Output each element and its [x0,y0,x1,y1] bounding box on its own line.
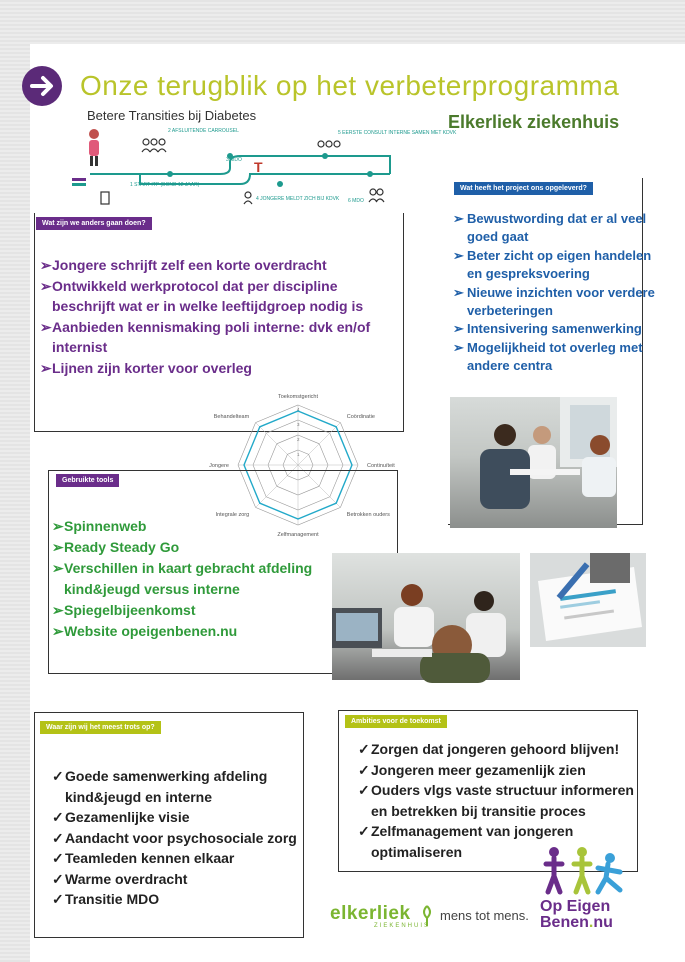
people-icon [536,846,636,894]
tag-anders: Wat zijn we anders gaan doen? [36,217,152,230]
radar-axis-label: Toekomstgericht [277,394,319,400]
tag-opgeleverd: Wat heeft het project ons opgeleverd? [454,182,593,195]
list-item: ✓ Zelfmanagement van jongeren optimaliseren [358,823,574,860]
timeline-graphic [70,122,457,216]
list-item: ➢ Spiegelbijeenkomst [52,602,196,618]
tag-ambities: Ambities voor de toekomst [345,715,447,728]
list-item: ✓ Aandacht voor psychosociale zorg [52,829,297,846]
list-item: ✓ Transitie MDO [52,891,160,907]
list-item: ➢ Jongere schrijft zelf een korte overdracht [40,257,327,273]
list-item: ➢ Ready Steady Go [52,539,180,555]
timeline-step-5: 5 EERSTE CONSULT INTERNE SAMEN MET KDVK [338,130,457,136]
photo-document [530,553,646,647]
op-eigen-benen-logo: Op Eigen Benen.nu [536,846,636,930]
hospital-name: Elkerliek ziekenhuis [448,112,620,132]
list-item: ✓ Ouders vlgs vaste structuur informeren en betrekken bij transitie proces [358,782,634,819]
list-item: ➢ Ontwikkeld werkprotocol dat per discipline beschrijft wat er in welke leeftijdgroep nodig is [40,278,364,314]
list-trots [52,766,312,910]
leaf-icon [420,904,434,931]
timeline-step-3: 3 MDO [226,157,242,163]
tag-tools: Gebruikte tools [56,474,119,487]
timeline [70,122,457,216]
list-item: ➢ Aanbieden kennismaking poli interne: dvk en/of internist [40,319,371,355]
list-item: ✓ Zorgen dat jongeren gehoord blijven! [358,741,620,757]
tag-trots: Waar zijn wij het meest trots op? [40,721,161,734]
list-item: ➢ Intensivering samenwerking [453,321,642,337]
list-ambities [358,739,640,862]
radar-axis-label: Jongere [209,463,229,469]
list-item: ✓ Warme overdracht [52,870,188,887]
radar-axis-label: Integrale zorg [215,511,250,518]
list-item: ➢ Lijnen zijn korter voor overleg [40,360,252,376]
list-item: ✓ Gezamenlijke visie [52,809,190,825]
radar-ring-label: 1 [297,452,300,457]
list-item: ➢ Verschillen in kaart gebracht afdeling kind&jeugd versus interne [52,560,313,597]
list-tools [52,516,337,642]
mens-tot-mens-logo: mens tot mens. [440,908,529,923]
timeline-marker: T [254,159,263,175]
radar-ring-label: 3 [297,422,300,427]
photo-consultation [450,397,617,528]
list-opgeleverd [453,210,658,376]
list-item: ➢ Beter zicht op eigen handelen en gespreksvoering [453,247,652,282]
timeline-step-6: 6 MDO [348,198,364,204]
list-item: ➢ Spinnenweb [52,518,147,534]
radar-ring-label: 4 [297,407,300,412]
radar-axis-label: Coördinatie [346,414,375,421]
list-item: ✓ Goede samenwerking afdeling kind&jeugd en interne [52,768,268,805]
arrow-right-icon [22,66,62,106]
radar-axis-label: Behandelteam [213,414,250,421]
list-anders [40,255,380,379]
page-title: Onze terugblik op het verbeterprogramma [80,70,620,101]
timeline-step-1: 1 START ITP (BOND 12 JAAR) [130,182,200,188]
list-item: ➢ Bewustwording dat er al veel goed gaat [453,211,647,245]
list-item: ✓ Teamleden kennen elkaar [52,850,235,866]
radar-axis-label: Betrokken ouders [346,511,390,518]
list-item: ➢ Mogelijkheid tot overleg met andere centra [453,339,643,374]
radar-axis-label: Zelfmanagement [277,532,319,538]
list-item: ➢ Website opeigenbenen.nu [52,623,238,639]
timeline-step-4: 4 JONGERE MELDT ZICH BIJ KDVK [256,196,340,202]
list-item: ✓ Jongeren meer gezamenlijk zien [358,761,586,778]
page-subtitle: Betere Transities bij Diabetes [87,108,257,123]
list-item: ➢ Nieuwe inzichten voor verdere verbeteringen [453,284,655,319]
timeline-step-2: 2 AFSLUITENDE CARROUSEL [168,128,239,134]
photo-meeting [332,553,520,680]
radar-axis-label: Continuïteit [367,463,395,469]
radar-ring-label: 2 [297,437,300,442]
elkerliek-logo: elkerliek ZIEKENHUIS [330,903,431,929]
